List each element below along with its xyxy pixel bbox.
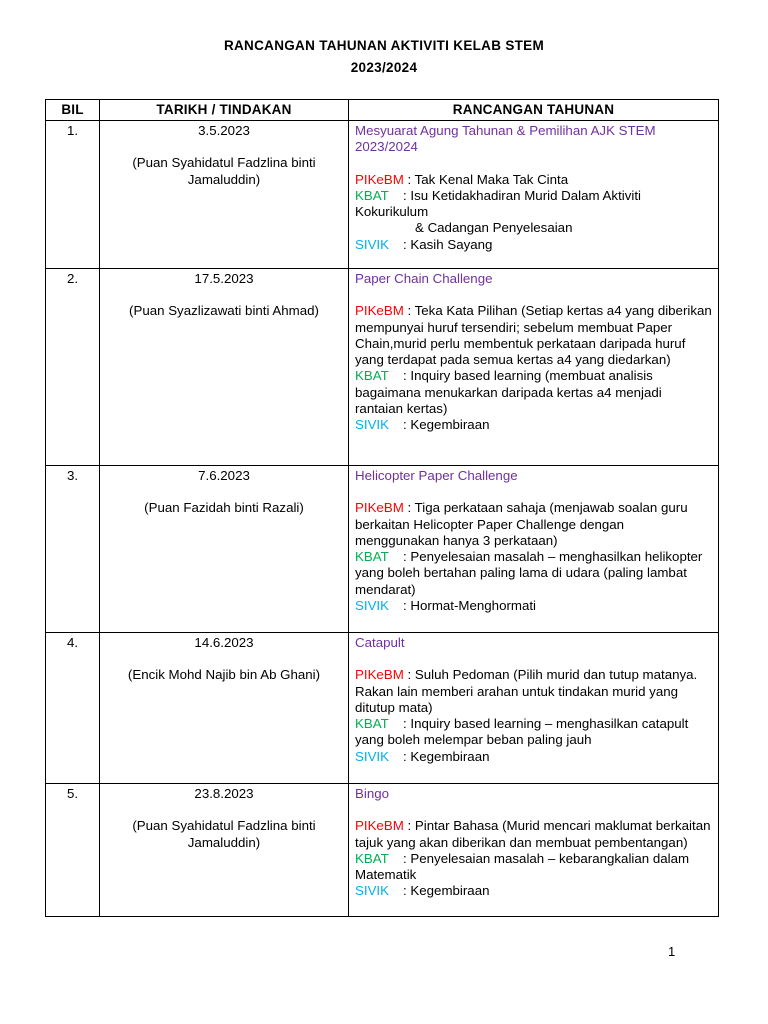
pikebm-text: : Tiga perkataan sahaja (menjawab soalan guru berkaitan Helicopter Paper Challenge dengan menggunakan hanya 3 perkataan) <box>355 500 688 548</box>
activity-date: 17.5.2023 <box>194 271 254 286</box>
activity-title: Bingo <box>355 786 390 801</box>
activity-title: Helicopter Paper Challenge <box>355 468 518 483</box>
kbat-text: : Penyelesaian masalah – kebarangkalian dalam Matematik <box>355 850 690 883</box>
table-row <box>46 466 719 633</box>
date-action-cell <box>100 466 349 633</box>
kbat-text: : Inquiry based learning (membuat analisis bagaimana menukarkan daripada kertas a4 menjadi rantaian kertas) <box>355 368 662 417</box>
table-header-row <box>46 100 719 121</box>
sivik-label: SIVIK <box>355 598 389 614</box>
page-number: 1 <box>668 944 676 959</box>
date-action-cell <box>100 121 349 269</box>
kbat-line <box>355 851 712 884</box>
kbat-text: : Isu Ketidakhadiran Murid Dalam Aktiviti Kokurikulum <box>355 187 641 220</box>
pikebm-text: : Tak Kenal Maka Tak Cinta <box>407 171 569 187</box>
teacher-in-charge: (Puan Fazidah binti Razali) <box>144 500 304 516</box>
activity-title: Mesyuarat Agung Tahunan & Pemilihan AJK STEM 2023/2024 <box>355 123 656 155</box>
teacher-in-charge: (Puan Syazlizawati binti Ahmad) <box>129 303 319 319</box>
kbat-label: KBAT <box>355 187 389 203</box>
plan-cell <box>349 269 719 466</box>
kbat-label: KBAT <box>355 368 389 384</box>
sivik-text: : Kegembiraan <box>403 417 490 433</box>
document-year: 2023/2024 <box>350 60 418 75</box>
pikebm-line <box>355 667 712 716</box>
sivik-text: : Kegembiraan <box>403 883 490 899</box>
plan-cell <box>349 121 719 269</box>
sivik-label: SIVIK <box>355 748 389 764</box>
activity-date: 7.6.2023 <box>198 468 250 483</box>
kbat-label: KBAT <box>355 716 389 732</box>
pikebm-line <box>355 500 712 549</box>
sivik-label: SIVIK <box>355 236 389 252</box>
row-number: 4. <box>46 633 100 784</box>
table-row <box>46 269 719 466</box>
teacher-in-charge: (Puan Syahidatul Fadzlina binti Jamaluddin) <box>132 155 316 187</box>
kbat-text: : Inquiry based learning – menghasilkan catapult yang boleh melempar beban paling jauh <box>355 716 689 748</box>
pikebm-text: : Pintar Bahasa (Murid mencari maklumat berkaitan tajuk yang akan diberikan dan membuat pembentangan) <box>355 818 711 850</box>
pikebm-line <box>355 172 712 188</box>
sivik-line <box>355 749 712 765</box>
header-annual-plan: RANCANGAN TAHUNAN <box>349 100 719 121</box>
kbat-line <box>355 549 712 598</box>
kbat-line <box>355 716 712 749</box>
row-number: 5. <box>46 784 100 917</box>
row-number: 1. <box>46 121 100 269</box>
plan-cell <box>349 784 719 917</box>
sivik-line <box>355 598 712 614</box>
table-row <box>46 784 719 917</box>
table-row <box>46 633 719 784</box>
plan-cell <box>349 633 719 784</box>
plan-cell <box>349 466 719 633</box>
pikebm-text: : Teka Kata Pilihan (Setiap kertas a4 yang diberikan mempunyai huruf tersendiri; sebelum membuat Paper Chain,murid perlu membentuk perkataan daripada huruf yang terdapat pada semua kertas a4 yang diedarkan) <box>355 303 712 368</box>
header-date-action: TARIKH / TINDAKAN <box>100 100 349 121</box>
teacher-in-charge: (Encik Mohd Najib bin Ab Ghani) <box>127 667 321 683</box>
sivik-line <box>355 237 712 253</box>
sivik-text: : Hormat-Menghormati <box>403 598 537 614</box>
table-row <box>46 121 719 269</box>
activity-date: 14.6.2023 <box>194 635 254 650</box>
pikebm-label: PIKeBM <box>355 818 404 834</box>
pikebm-label: PIKeBM <box>355 500 404 516</box>
kbat-label: KBAT <box>355 850 389 866</box>
pikebm-line <box>355 303 712 368</box>
pikebm-label: PIKeBM <box>355 303 404 319</box>
sivik-line <box>355 883 712 899</box>
pikebm-label: PIKeBM <box>355 171 404 187</box>
activity-title: Catapult <box>355 635 405 650</box>
sivik-label: SIVIK <box>355 417 389 433</box>
document-title: RANCANGAN TAHUNAN AKTIVITI KELAB STEM <box>223 38 545 53</box>
sivik-text: : Kasih Sayang <box>403 236 493 252</box>
activity-date: 23.8.2023 <box>194 786 254 801</box>
pikebm-line <box>355 818 712 851</box>
row-number: 3. <box>46 466 100 633</box>
kbat-text: : Penyelesaian masalah – menghasilkan helikopter yang boleh bertahan paling lama di udara (paling lambat mendarat) <box>355 549 703 597</box>
kbat-extra: & Cadangan Penyelesaian <box>415 220 573 236</box>
sivik-label: SIVIK <box>355 883 389 899</box>
date-action-cell <box>100 269 349 466</box>
teacher-in-charge: (Puan Syahidatul Fadzlina binti Jamaluddin) <box>132 818 316 850</box>
pikebm-label: PIKeBM <box>355 667 404 683</box>
sivik-line <box>355 417 712 433</box>
row-number: 2. <box>46 269 100 466</box>
activity-title: Paper Chain Challenge <box>355 271 493 286</box>
sivik-text: : Kegembiraan <box>403 748 490 764</box>
pikebm-text: : Suluh Pedoman (Pilih murid dan tutup matanya. Rakan lain memberi arahan untuk tindakan murid yang ditutup mata) <box>355 667 698 715</box>
header-bil: BIL <box>46 100 100 121</box>
kbat-line <box>355 188 712 221</box>
kbat-line <box>355 368 712 417</box>
date-action-cell <box>100 633 349 784</box>
date-action-cell <box>100 784 349 917</box>
kbat-label: KBAT <box>355 549 389 565</box>
annual-plan-table <box>45 99 719 917</box>
activity-date: 3.5.2023 <box>198 123 250 138</box>
